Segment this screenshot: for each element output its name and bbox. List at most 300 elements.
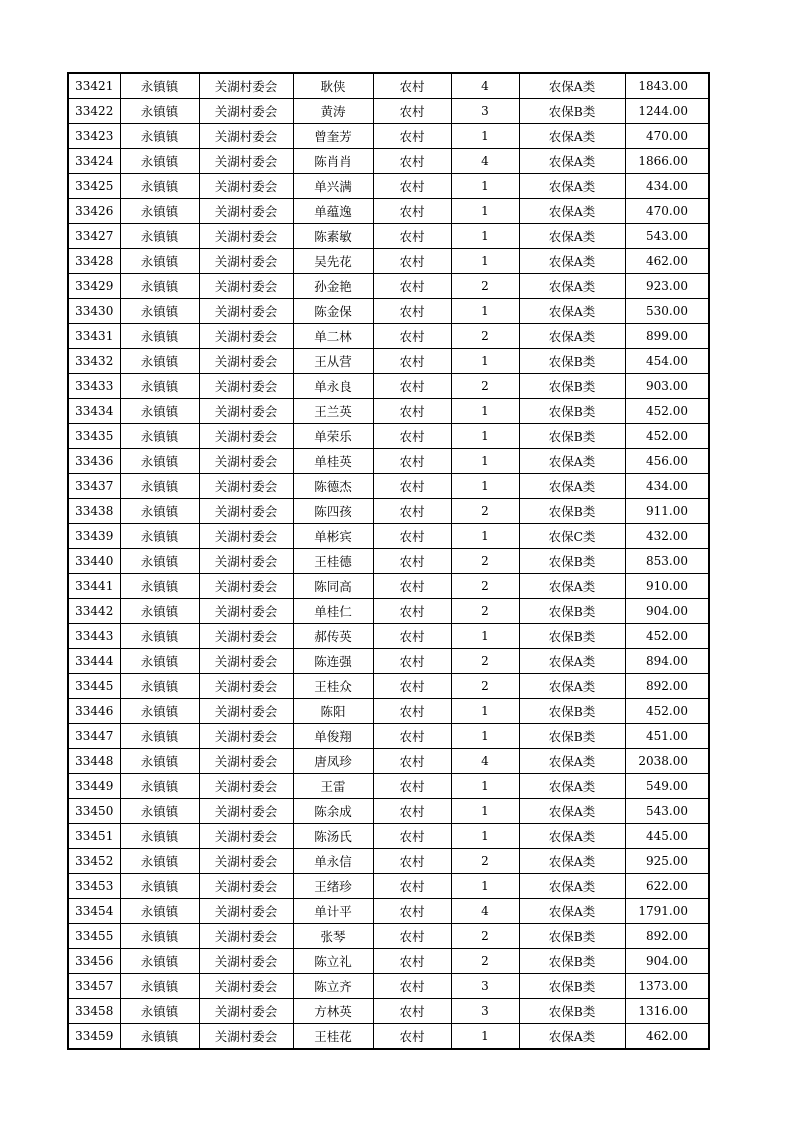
name-cell: 单蕴逸 bbox=[293, 199, 373, 224]
name-cell: 耿侠 bbox=[293, 73, 373, 99]
household-type-cell: 农村 bbox=[373, 749, 451, 774]
name-cell: 单彬宾 bbox=[293, 524, 373, 549]
serial-number-cell: 33448 bbox=[68, 749, 120, 774]
table-row bbox=[68, 749, 709, 774]
name-cell: 陈同高 bbox=[293, 574, 373, 599]
persons-count-cell: 1 bbox=[451, 824, 519, 849]
household-type-cell: 农村 bbox=[373, 649, 451, 674]
village-committee-cell: 关湖村委会 bbox=[199, 649, 293, 674]
serial-number-cell: 33436 bbox=[68, 449, 120, 474]
town-cell: 永镇镇 bbox=[120, 649, 199, 674]
amount-cell: 445.00 bbox=[625, 824, 709, 849]
amount-cell: 910.00 bbox=[625, 574, 709, 599]
category-cell: 农保A类 bbox=[519, 124, 625, 149]
village-committee-cell: 关湖村委会 bbox=[199, 674, 293, 699]
amount-cell: 452.00 bbox=[625, 699, 709, 724]
village-committee-cell: 关湖村委会 bbox=[199, 374, 293, 399]
table-row bbox=[68, 124, 709, 149]
persons-count-cell: 4 bbox=[451, 73, 519, 99]
village-committee-cell: 关湖村委会 bbox=[199, 874, 293, 899]
serial-number-cell: 33455 bbox=[68, 924, 120, 949]
town-cell: 永镇镇 bbox=[120, 424, 199, 449]
table-row bbox=[68, 649, 709, 674]
name-cell: 王从营 bbox=[293, 349, 373, 374]
table-row bbox=[68, 499, 709, 524]
amount-cell: 432.00 bbox=[625, 524, 709, 549]
amount-cell: 470.00 bbox=[625, 199, 709, 224]
table-row bbox=[68, 349, 709, 374]
table-row bbox=[68, 374, 709, 399]
village-committee-cell: 关湖村委会 bbox=[199, 524, 293, 549]
persons-count-cell: 2 bbox=[451, 499, 519, 524]
name-cell: 唐凤珍 bbox=[293, 749, 373, 774]
table-row bbox=[68, 274, 709, 299]
persons-count-cell: 1 bbox=[451, 474, 519, 499]
village-committee-cell: 关湖村委会 bbox=[199, 474, 293, 499]
category-cell: 农保A类 bbox=[519, 849, 625, 874]
category-cell: 农保B类 bbox=[519, 349, 625, 374]
serial-number-cell: 33444 bbox=[68, 649, 120, 674]
household-type-cell: 农村 bbox=[373, 874, 451, 899]
serial-number-cell: 33457 bbox=[68, 974, 120, 999]
category-cell: 农保A类 bbox=[519, 649, 625, 674]
name-cell: 曾奎芳 bbox=[293, 124, 373, 149]
amount-cell: 462.00 bbox=[625, 249, 709, 274]
serial-number-cell: 33446 bbox=[68, 699, 120, 724]
category-cell: 农保B类 bbox=[519, 424, 625, 449]
name-cell: 王雷 bbox=[293, 774, 373, 799]
amount-cell: 904.00 bbox=[625, 599, 709, 624]
category-cell: 农保A类 bbox=[519, 899, 625, 924]
village-committee-cell: 关湖村委会 bbox=[199, 699, 293, 724]
table-row bbox=[68, 299, 709, 324]
table-row bbox=[68, 1024, 709, 1050]
town-cell: 永镇镇 bbox=[120, 949, 199, 974]
category-cell: 农保B类 bbox=[519, 599, 625, 624]
town-cell: 永镇镇 bbox=[120, 624, 199, 649]
town-cell: 永镇镇 bbox=[120, 899, 199, 924]
persons-count-cell: 4 bbox=[451, 749, 519, 774]
household-type-cell: 农村 bbox=[373, 399, 451, 424]
table-row bbox=[68, 899, 709, 924]
household-type-cell: 农村 bbox=[373, 624, 451, 649]
town-cell: 永镇镇 bbox=[120, 149, 199, 174]
town-cell: 永镇镇 bbox=[120, 549, 199, 574]
name-cell: 吴先花 bbox=[293, 249, 373, 274]
category-cell: 农保A类 bbox=[519, 749, 625, 774]
village-committee-cell: 关湖村委会 bbox=[199, 249, 293, 274]
name-cell: 王兰英 bbox=[293, 399, 373, 424]
village-committee-cell: 关湖村委会 bbox=[199, 799, 293, 824]
category-cell: 农保B类 bbox=[519, 499, 625, 524]
household-type-cell: 农村 bbox=[373, 1024, 451, 1050]
persons-count-cell: 1 bbox=[451, 524, 519, 549]
table-row bbox=[68, 624, 709, 649]
amount-cell: 925.00 bbox=[625, 849, 709, 874]
household-type-cell: 农村 bbox=[373, 599, 451, 624]
name-cell: 单计平 bbox=[293, 899, 373, 924]
household-type-cell: 农村 bbox=[373, 424, 451, 449]
name-cell: 单永信 bbox=[293, 849, 373, 874]
household-type-cell: 农村 bbox=[373, 849, 451, 874]
household-type-cell: 农村 bbox=[373, 674, 451, 699]
town-cell: 永镇镇 bbox=[120, 399, 199, 424]
village-committee-cell: 关湖村委会 bbox=[199, 199, 293, 224]
persons-count-cell: 4 bbox=[451, 899, 519, 924]
village-committee-cell: 关湖村委会 bbox=[199, 749, 293, 774]
category-cell: 农保A类 bbox=[519, 149, 625, 174]
serial-number-cell: 33440 bbox=[68, 549, 120, 574]
name-cell: 陈连强 bbox=[293, 649, 373, 674]
table-row bbox=[68, 674, 709, 699]
amount-cell: 1843.00 bbox=[625, 73, 709, 99]
amount-cell: 2038.00 bbox=[625, 749, 709, 774]
town-cell: 永镇镇 bbox=[120, 999, 199, 1024]
persons-count-cell: 1 bbox=[451, 449, 519, 474]
amount-cell: 434.00 bbox=[625, 474, 709, 499]
amount-cell: 462.00 bbox=[625, 1024, 709, 1050]
serial-number-cell: 33454 bbox=[68, 899, 120, 924]
persons-count-cell: 1 bbox=[451, 199, 519, 224]
serial-number-cell: 33423 bbox=[68, 124, 120, 149]
persons-count-cell: 2 bbox=[451, 374, 519, 399]
name-cell: 孙金艳 bbox=[293, 274, 373, 299]
persons-count-cell: 1 bbox=[451, 399, 519, 424]
amount-cell: 454.00 bbox=[625, 349, 709, 374]
town-cell: 永镇镇 bbox=[120, 849, 199, 874]
village-committee-cell: 关湖村委会 bbox=[199, 399, 293, 424]
name-cell: 陈金保 bbox=[293, 299, 373, 324]
village-committee-cell: 关湖村委会 bbox=[199, 549, 293, 574]
amount-cell: 470.00 bbox=[625, 124, 709, 149]
household-type-cell: 农村 bbox=[373, 274, 451, 299]
household-type-cell: 农村 bbox=[373, 174, 451, 199]
household-type-cell: 农村 bbox=[373, 574, 451, 599]
table-row bbox=[68, 474, 709, 499]
persons-count-cell: 2 bbox=[451, 674, 519, 699]
table-row bbox=[68, 849, 709, 874]
amount-cell: 452.00 bbox=[625, 624, 709, 649]
records-table bbox=[67, 72, 710, 1050]
name-cell: 单永良 bbox=[293, 374, 373, 399]
name-cell: 方林英 bbox=[293, 999, 373, 1024]
name-cell: 张琴 bbox=[293, 924, 373, 949]
village-committee-cell: 关湖村委会 bbox=[199, 724, 293, 749]
table-row bbox=[68, 549, 709, 574]
town-cell: 永镇镇 bbox=[120, 174, 199, 199]
category-cell: 农保A类 bbox=[519, 474, 625, 499]
persons-count-cell: 1 bbox=[451, 224, 519, 249]
category-cell: 农保A类 bbox=[519, 774, 625, 799]
town-cell: 永镇镇 bbox=[120, 599, 199, 624]
town-cell: 永镇镇 bbox=[120, 874, 199, 899]
amount-cell: 452.00 bbox=[625, 399, 709, 424]
persons-count-cell: 2 bbox=[451, 574, 519, 599]
serial-number-cell: 33422 bbox=[68, 99, 120, 124]
amount-cell: 456.00 bbox=[625, 449, 709, 474]
category-cell: 农保A类 bbox=[519, 674, 625, 699]
village-committee-cell: 关湖村委会 bbox=[199, 599, 293, 624]
name-cell: 单兴满 bbox=[293, 174, 373, 199]
table-row bbox=[68, 99, 709, 124]
table-row bbox=[68, 249, 709, 274]
persons-count-cell: 2 bbox=[451, 949, 519, 974]
village-committee-cell: 关湖村委会 bbox=[199, 274, 293, 299]
table-row bbox=[68, 449, 709, 474]
persons-count-cell: 4 bbox=[451, 149, 519, 174]
village-committee-cell: 关湖村委会 bbox=[199, 174, 293, 199]
amount-cell: 434.00 bbox=[625, 174, 709, 199]
amount-cell: 894.00 bbox=[625, 649, 709, 674]
household-type-cell: 农村 bbox=[373, 374, 451, 399]
serial-number-cell: 33458 bbox=[68, 999, 120, 1024]
village-committee-cell: 关湖村委会 bbox=[199, 824, 293, 849]
town-cell: 永镇镇 bbox=[120, 824, 199, 849]
village-committee-cell: 关湖村委会 bbox=[199, 849, 293, 874]
town-cell: 永镇镇 bbox=[120, 349, 199, 374]
town-cell: 永镇镇 bbox=[120, 699, 199, 724]
category-cell: 农保B类 bbox=[519, 999, 625, 1024]
category-cell: 农保A类 bbox=[519, 199, 625, 224]
category-cell: 农保B类 bbox=[519, 99, 625, 124]
persons-count-cell: 1 bbox=[451, 724, 519, 749]
village-committee-cell: 关湖村委会 bbox=[199, 349, 293, 374]
amount-cell: 1244.00 bbox=[625, 99, 709, 124]
persons-count-cell: 1 bbox=[451, 349, 519, 374]
serial-number-cell: 33447 bbox=[68, 724, 120, 749]
serial-number-cell: 33431 bbox=[68, 324, 120, 349]
serial-number-cell: 33428 bbox=[68, 249, 120, 274]
name-cell: 单桂仁 bbox=[293, 599, 373, 624]
category-cell: 农保C类 bbox=[519, 524, 625, 549]
persons-count-cell: 2 bbox=[451, 849, 519, 874]
table-row bbox=[68, 199, 709, 224]
table-row bbox=[68, 224, 709, 249]
town-cell: 永镇镇 bbox=[120, 674, 199, 699]
town-cell: 永镇镇 bbox=[120, 374, 199, 399]
table-row bbox=[68, 724, 709, 749]
table-row bbox=[68, 974, 709, 999]
category-cell: 农保B类 bbox=[519, 399, 625, 424]
household-type-cell: 农村 bbox=[373, 549, 451, 574]
serial-number-cell: 33425 bbox=[68, 174, 120, 199]
household-type-cell: 农村 bbox=[373, 974, 451, 999]
village-committee-cell: 关湖村委会 bbox=[199, 224, 293, 249]
village-committee-cell: 关湖村委会 bbox=[199, 949, 293, 974]
household-type-cell: 农村 bbox=[373, 799, 451, 824]
serial-number-cell: 33421 bbox=[68, 73, 120, 99]
town-cell: 永镇镇 bbox=[120, 974, 199, 999]
persons-count-cell: 2 bbox=[451, 599, 519, 624]
serial-number-cell: 33449 bbox=[68, 774, 120, 799]
persons-count-cell: 1 bbox=[451, 249, 519, 274]
persons-count-cell: 1 bbox=[451, 624, 519, 649]
household-type-cell: 农村 bbox=[373, 899, 451, 924]
village-committee-cell: 关湖村委会 bbox=[199, 73, 293, 99]
serial-number-cell: 33442 bbox=[68, 599, 120, 624]
household-type-cell: 农村 bbox=[373, 249, 451, 274]
village-committee-cell: 关湖村委会 bbox=[199, 324, 293, 349]
amount-cell: 452.00 bbox=[625, 424, 709, 449]
category-cell: 农保B类 bbox=[519, 724, 625, 749]
amount-cell: 892.00 bbox=[625, 674, 709, 699]
household-type-cell: 农村 bbox=[373, 299, 451, 324]
amount-cell: 853.00 bbox=[625, 549, 709, 574]
table-row bbox=[68, 524, 709, 549]
category-cell: 农保A类 bbox=[519, 324, 625, 349]
persons-count-cell: 1 bbox=[451, 699, 519, 724]
persons-count-cell: 2 bbox=[451, 324, 519, 349]
name-cell: 王绪珍 bbox=[293, 874, 373, 899]
village-committee-cell: 关湖村委会 bbox=[199, 424, 293, 449]
amount-cell: 549.00 bbox=[625, 774, 709, 799]
category-cell: 农保B类 bbox=[519, 374, 625, 399]
household-type-cell: 农村 bbox=[373, 474, 451, 499]
persons-count-cell: 1 bbox=[451, 124, 519, 149]
serial-number-cell: 33443 bbox=[68, 624, 120, 649]
town-cell: 永镇镇 bbox=[120, 924, 199, 949]
table-row bbox=[68, 574, 709, 599]
serial-number-cell: 33434 bbox=[68, 399, 120, 424]
name-cell: 陈余成 bbox=[293, 799, 373, 824]
persons-count-cell: 2 bbox=[451, 924, 519, 949]
town-cell: 永镇镇 bbox=[120, 774, 199, 799]
table-row bbox=[68, 174, 709, 199]
name-cell: 陈四孩 bbox=[293, 499, 373, 524]
household-type-cell: 农村 bbox=[373, 99, 451, 124]
household-type-cell: 农村 bbox=[373, 824, 451, 849]
household-type-cell: 农村 bbox=[373, 949, 451, 974]
household-type-cell: 农村 bbox=[373, 499, 451, 524]
persons-count-cell: 3 bbox=[451, 99, 519, 124]
serial-number-cell: 33430 bbox=[68, 299, 120, 324]
amount-cell: 903.00 bbox=[625, 374, 709, 399]
household-type-cell: 农村 bbox=[373, 524, 451, 549]
amount-cell: 451.00 bbox=[625, 724, 709, 749]
household-type-cell: 农村 bbox=[373, 774, 451, 799]
town-cell: 永镇镇 bbox=[120, 799, 199, 824]
persons-count-cell: 1 bbox=[451, 299, 519, 324]
name-cell: 陈阳 bbox=[293, 699, 373, 724]
household-type-cell: 农村 bbox=[373, 73, 451, 99]
name-cell: 单荣乐 bbox=[293, 424, 373, 449]
town-cell: 永镇镇 bbox=[120, 249, 199, 274]
category-cell: 农保A类 bbox=[519, 824, 625, 849]
town-cell: 永镇镇 bbox=[120, 1024, 199, 1050]
serial-number-cell: 33433 bbox=[68, 374, 120, 399]
town-cell: 永镇镇 bbox=[120, 73, 199, 99]
household-type-cell: 农村 bbox=[373, 449, 451, 474]
table-row bbox=[68, 949, 709, 974]
table-row bbox=[68, 699, 709, 724]
category-cell: 农保A类 bbox=[519, 574, 625, 599]
persons-count-cell: 1 bbox=[451, 799, 519, 824]
name-cell: 王桂德 bbox=[293, 549, 373, 574]
amount-cell: 530.00 bbox=[625, 299, 709, 324]
persons-count-cell: 1 bbox=[451, 774, 519, 799]
amount-cell: 923.00 bbox=[625, 274, 709, 299]
serial-number-cell: 33424 bbox=[68, 149, 120, 174]
category-cell: 农保A类 bbox=[519, 274, 625, 299]
category-cell: 农保A类 bbox=[519, 799, 625, 824]
persons-count-cell: 2 bbox=[451, 649, 519, 674]
persons-count-cell: 3 bbox=[451, 999, 519, 1024]
serial-number-cell: 33429 bbox=[68, 274, 120, 299]
amount-cell: 543.00 bbox=[625, 224, 709, 249]
serial-number-cell: 33445 bbox=[68, 674, 120, 699]
town-cell: 永镇镇 bbox=[120, 224, 199, 249]
serial-number-cell: 33450 bbox=[68, 799, 120, 824]
table-row bbox=[68, 874, 709, 899]
persons-count-cell: 1 bbox=[451, 1024, 519, 1050]
category-cell: 农保B类 bbox=[519, 624, 625, 649]
village-committee-cell: 关湖村委会 bbox=[199, 299, 293, 324]
town-cell: 永镇镇 bbox=[120, 99, 199, 124]
village-committee-cell: 关湖村委会 bbox=[199, 499, 293, 524]
table-row bbox=[68, 999, 709, 1024]
serial-number-cell: 33432 bbox=[68, 349, 120, 374]
name-cell: 黄涛 bbox=[293, 99, 373, 124]
serial-number-cell: 33441 bbox=[68, 574, 120, 599]
serial-number-cell: 33451 bbox=[68, 824, 120, 849]
name-cell: 陈汤氏 bbox=[293, 824, 373, 849]
household-type-cell: 农村 bbox=[373, 224, 451, 249]
village-committee-cell: 关湖村委会 bbox=[199, 124, 293, 149]
category-cell: 农保B类 bbox=[519, 974, 625, 999]
name-cell: 郝传英 bbox=[293, 624, 373, 649]
serial-number-cell: 33452 bbox=[68, 849, 120, 874]
town-cell: 永镇镇 bbox=[120, 749, 199, 774]
category-cell: 农保A类 bbox=[519, 174, 625, 199]
table-row bbox=[68, 799, 709, 824]
town-cell: 永镇镇 bbox=[120, 724, 199, 749]
town-cell: 永镇镇 bbox=[120, 449, 199, 474]
name-cell: 陈立礼 bbox=[293, 949, 373, 974]
amount-cell: 1316.00 bbox=[625, 999, 709, 1024]
household-type-cell: 农村 bbox=[373, 199, 451, 224]
name-cell: 王桂花 bbox=[293, 1024, 373, 1050]
category-cell: 农保A类 bbox=[519, 449, 625, 474]
amount-cell: 899.00 bbox=[625, 324, 709, 349]
serial-number-cell: 33427 bbox=[68, 224, 120, 249]
village-committee-cell: 关湖村委会 bbox=[199, 149, 293, 174]
table-row bbox=[68, 824, 709, 849]
persons-count-cell: 1 bbox=[451, 874, 519, 899]
amount-cell: 1866.00 bbox=[625, 149, 709, 174]
serial-number-cell: 33426 bbox=[68, 199, 120, 224]
table-row bbox=[68, 924, 709, 949]
table-row bbox=[68, 424, 709, 449]
amount-cell: 911.00 bbox=[625, 499, 709, 524]
table-row bbox=[68, 324, 709, 349]
name-cell: 陈素敏 bbox=[293, 224, 373, 249]
name-cell: 单桂英 bbox=[293, 449, 373, 474]
serial-number-cell: 33456 bbox=[68, 949, 120, 974]
table-row bbox=[68, 73, 709, 99]
table-row bbox=[68, 774, 709, 799]
household-type-cell: 农村 bbox=[373, 324, 451, 349]
name-cell: 王桂众 bbox=[293, 674, 373, 699]
category-cell: 农保B类 bbox=[519, 949, 625, 974]
amount-cell: 543.00 bbox=[625, 799, 709, 824]
household-type-cell: 农村 bbox=[373, 999, 451, 1024]
category-cell: 农保B类 bbox=[519, 549, 625, 574]
serial-number-cell: 33438 bbox=[68, 499, 120, 524]
amount-cell: 1373.00 bbox=[625, 974, 709, 999]
town-cell: 永镇镇 bbox=[120, 574, 199, 599]
household-type-cell: 农村 bbox=[373, 724, 451, 749]
town-cell: 永镇镇 bbox=[120, 324, 199, 349]
